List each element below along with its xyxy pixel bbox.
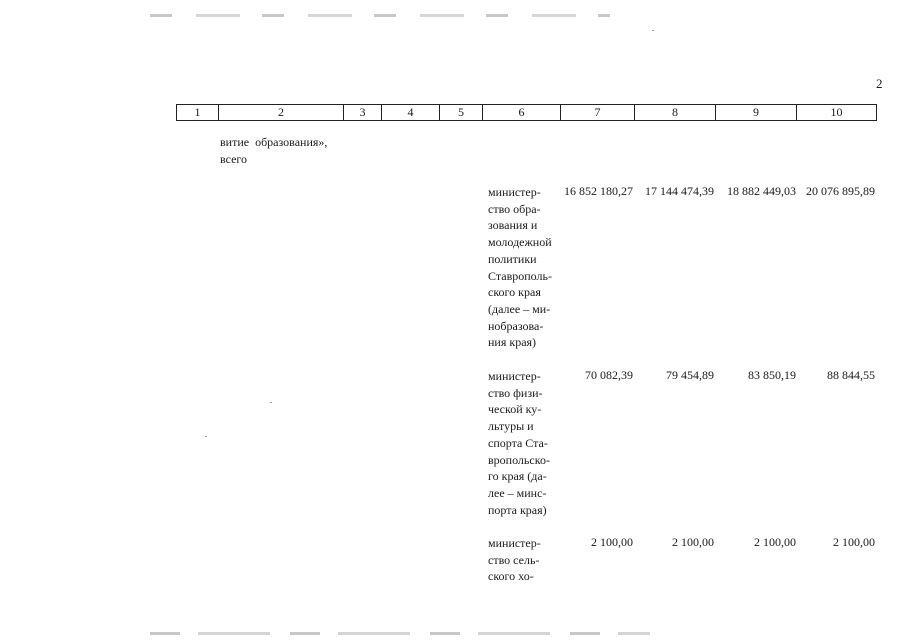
ministry-line: зования и: [488, 218, 538, 233]
column-number: 9: [716, 105, 797, 121]
ministry-line: молодежной: [488, 235, 552, 250]
column-number: 4: [382, 105, 440, 121]
ministry-line: министер-: [488, 536, 541, 550]
ministry-line: ство обра-: [488, 201, 541, 216]
header-row: [177, 105, 877, 121]
ministry-line: вропольско-: [488, 452, 550, 467]
ministry-line: политики: [488, 251, 537, 266]
value-col9: 18 882 449,03: [727, 184, 796, 198]
program-name-cell: [220, 134, 345, 167]
value-col7: 70 082,39: [585, 368, 633, 382]
ministry-line: лее – минс-: [488, 485, 547, 500]
ministry-line: (далее – ми-: [488, 301, 551, 316]
ministry-line: ство физи-: [488, 385, 543, 400]
ministry-line: Ставрополь-: [488, 268, 552, 283]
value-col9: 2 100,00: [754, 535, 796, 549]
column-number: 6: [483, 105, 561, 121]
program-name-line: витие образования»,: [220, 135, 328, 149]
value-col8: 17 144 474,39: [645, 184, 714, 198]
ministry-line: ского хо-: [488, 569, 534, 584]
scan-speck: [270, 402, 272, 403]
ministry-cell-education: [488, 184, 557, 351]
column-number: 3: [344, 105, 382, 121]
ministry-line: порта края): [488, 502, 547, 517]
ministry-line: спорта Ста-: [488, 435, 548, 450]
column-number: 10: [797, 105, 877, 121]
scan-speck: [652, 30, 654, 31]
column-number: 5: [440, 105, 483, 121]
page-number: 2: [876, 76, 883, 91]
ministry-line: нобразова-: [488, 318, 544, 333]
value-col8: 2 100,00: [672, 535, 714, 549]
column-number: 7: [561, 105, 635, 121]
ministry-line: министер-: [488, 369, 541, 383]
scan-speck: [205, 436, 207, 437]
column-number: 2: [219, 105, 344, 121]
value-col9: 83 850,19: [748, 368, 796, 382]
ministry-line: го края (да-: [488, 469, 547, 484]
ministry-line: ского края: [488, 285, 541, 300]
value-col10: 20 076 895,89: [806, 184, 875, 198]
column-number: 1: [177, 105, 219, 121]
program-name-line: всего: [220, 151, 248, 166]
ministry-line: ство сель-: [488, 552, 540, 567]
value-col8: 79 454,89: [666, 368, 714, 382]
column-number: 8: [635, 105, 716, 121]
ministry-line: министер-: [488, 185, 541, 199]
ministry-cell-sport: [488, 368, 557, 518]
ministry-cell-agriculture: [488, 535, 557, 585]
scan-artifact-bottom: [150, 632, 650, 635]
ministry-line: ния края): [488, 335, 537, 350]
value-col10: 88 844,55: [827, 368, 875, 382]
value-col7: 2 100,00: [591, 535, 633, 549]
scan-artifact-top: [150, 14, 610, 17]
ministry-line: льтуры и: [488, 419, 534, 434]
ministry-line: ческой ку-: [488, 402, 542, 417]
column-number-header: [176, 104, 877, 121]
value-col10: 2 100,00: [833, 535, 875, 549]
value-col7: 16 852 180,27: [564, 184, 633, 198]
